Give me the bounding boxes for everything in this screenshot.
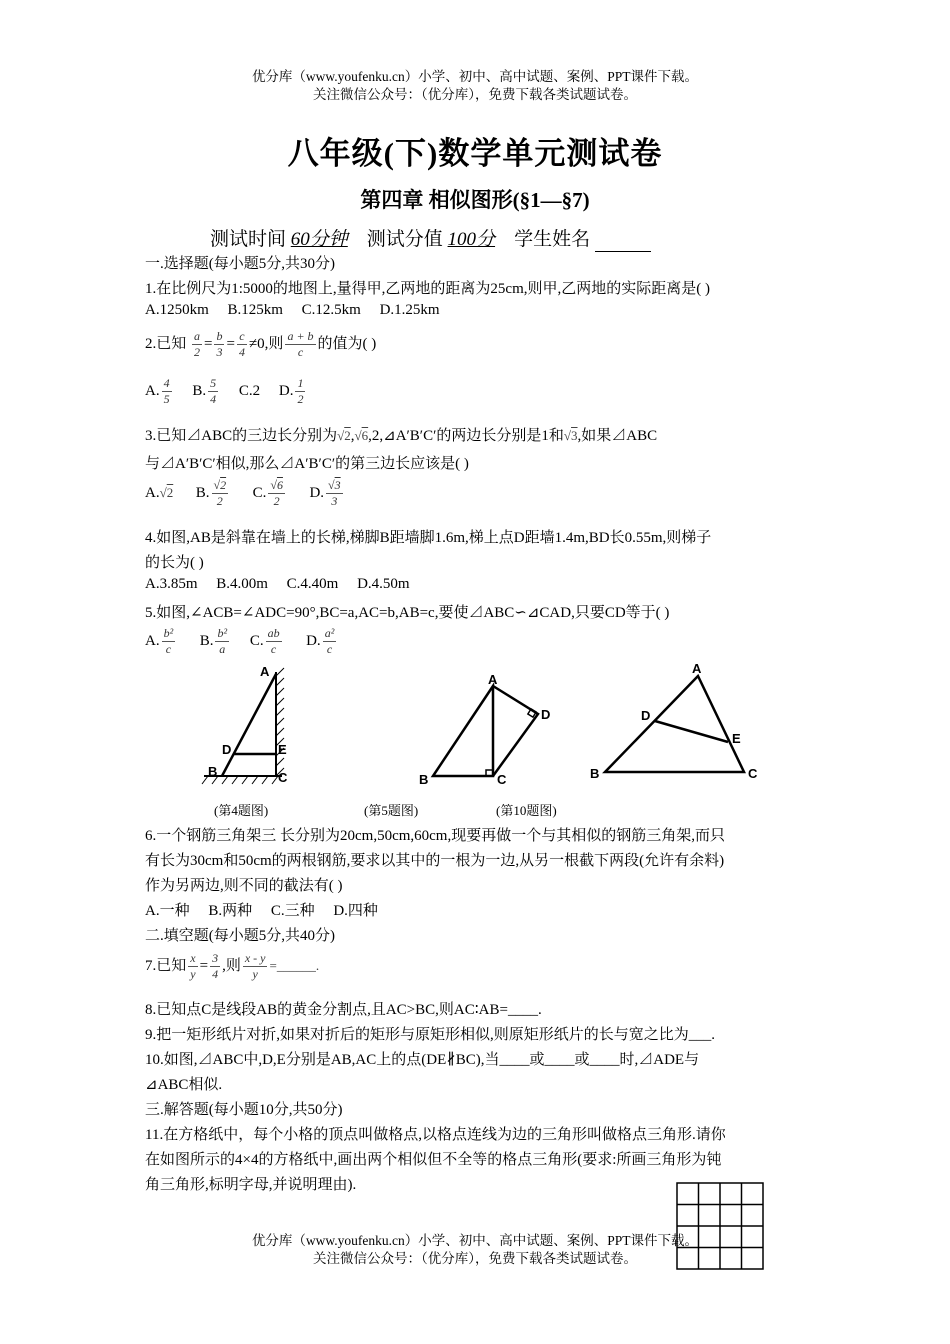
q3-line-2: 与⊿A′B′C′相似,那么⊿A′B′C′的第三边长应该是( ) [145, 456, 469, 472]
fig4-label-e: E [278, 742, 287, 757]
fig5-label-d: D [541, 707, 551, 722]
fig4-label-c: C [278, 770, 288, 785]
fig5-diagram [419, 672, 550, 787]
header-line-1: 优分库（www.youfenku.cn）小学、初中、高中试题、案例、PPT课件下载。 [251, 69, 699, 84]
q4-line-2: 的长为( ) [145, 555, 204, 571]
q4-options: A.3.85m B.4.00m C.4.40m D.4.50m [145, 576, 410, 592]
page-title: 八年级(下)数学单元测试卷 [287, 136, 663, 171]
q2-frac-b3: $\frac{b}{3}$ [216, 329, 223, 359]
q6-line-1: 6.一个钢筋三角架三 长分别为20cm,50cm,60cm,现要再做一个与其相似的钢筋三角架,而只 [145, 828, 725, 844]
fig10-caption: (第10题图) [496, 803, 557, 818]
figures [190, 660, 790, 790]
q2-options: A. $\frac{4}{5}$ B. $\frac{5}{4}$ C.2 D. $\frac{1}{2}$ [145, 376, 304, 406]
header-line-2: 关注微信公众号：（优分库），免费下载各类试题试卷。 [313, 87, 637, 102]
fig10-label-d: D [641, 708, 651, 723]
section-2-heading: 二.填空题(每小题5分,共40分) [145, 928, 335, 944]
fig4-label-b: B [208, 764, 218, 779]
q3-options: A.√2 B. $\frac{√2}{2}$ C. $\frac{√6}{2}$ D. $\frac{√3}{3}$ [145, 478, 341, 508]
fig5-caption: (第5题图) [364, 803, 419, 818]
section-3-heading: 三.解答题(每小题10分,共50分) [145, 1102, 343, 1118]
time-label: 测试时间 [210, 229, 287, 250]
q4-line-1: 4.如图,AB是斜靠在墙上的长梯,梯脚B距墙脚1.6m,梯上点D距墙1.4m,BD长0.55m,则梯子 [145, 530, 712, 546]
test-info [210, 224, 651, 252]
q9-text: 9.把一矩形纸片对折,如果对折后的矩形与原矩形相似,则原矩形纸片的长与宽之比为___. [145, 1027, 716, 1043]
q2-frac-ab-c: $\frac{a + b}{c}$ [287, 329, 314, 359]
q11-line-2: 在如图所示的4×4的方格纸中,画出两个相似但不全等的格点三角形(要求:所画三角形为钝 [145, 1152, 722, 1168]
fig10-label-a: A [692, 661, 702, 676]
fig4-label-a: A [260, 664, 270, 679]
q1-options: A.1250km B.125km C.12.5km D.1.25km [145, 302, 440, 318]
q2-prefix: 2.已知 [145, 335, 187, 352]
footer-line-2: 关注微信公众号：（优分库），免费下载各类试题试卷。 [313, 1251, 637, 1266]
q1-text: 1.在比例尺为1:5000的地图上,量得甲,乙两地的距离为25cm,则甲,乙两地的实际距离是( ) [145, 281, 710, 297]
fig10-diagram [590, 661, 758, 781]
section-1-heading: 一.选择题(每小题5分,共30分) [145, 256, 335, 272]
fig5-label-c: C [497, 772, 507, 787]
fig4-label-d: D [222, 742, 232, 757]
q3-line-1: 3.已知⊿ABC的三边长分别为√2,√6,2,⊿A′B′C′的两边长分别是1和√3,如果⊿ABC [145, 428, 658, 444]
q2-text: 2.已知 $\frac{a}{2}$ = $\frac{b}{3}$ = $\frac{c}{4}$ ≠0,则 $\frac{a + b}{c}$ 的值为( ) [145, 329, 377, 359]
q10-line-1: 10.如图,⊿ABC中,D,E分别是AB,AC上的点(DE∦BC),当____或____或____时,⊿ADE与 [145, 1052, 700, 1068]
q2-ne: ≠0,则 [248, 335, 284, 352]
fig5-label-a: A [488, 672, 498, 687]
footer-line-1: 优分库（www.youfenku.cn）小学、初中、高中试题、案例、PPT课件下载。 [251, 1233, 699, 1248]
q2-suffix: 的值为( ) [317, 335, 377, 352]
q11-line-1: 11.在方格纸中，每个小格的顶点叫做格点,以格点连线为边的三角形叫做格点三角形.请你 [145, 1127, 726, 1143]
q6-line-3: 作为另两边,则不同的截法有( ) [145, 878, 343, 894]
page-subtitle: 第四章 相似图形(§1—§7) [360, 188, 590, 212]
fig5-label-b: B [419, 772, 429, 787]
name-label: 学生姓名 [514, 229, 591, 250]
fig10-label-b: B [590, 766, 600, 781]
q8-text: 8.已知点C是线段AB的黄金分割点,且AC>BC,则AC∶AB=____. [145, 1002, 542, 1018]
q5-options: A. $\frac{\text{b²}}{c}$ B. $\frac{\text{b²}}{a}$ C. $\frac{ab}{c}$ D. $\frac{\text{a²}}{c}$ [145, 626, 335, 656]
fig4-diagram [202, 664, 288, 785]
score-label: 测试分值 [366, 229, 443, 250]
name-blank[interactable] [595, 229, 651, 252]
q6-line-2: 有长为30cm和50cm的两根钢筋,要求以其中的一根为一边,从另一根截下两段(允许有余料) [145, 853, 725, 869]
q10-line-2: ⊿ABC相似. [145, 1077, 223, 1093]
q11-line-3: 角三角形,标明字母,并说明理由). [145, 1177, 357, 1193]
fig10-label-c: C [748, 766, 758, 781]
q6-options: A.一种 B.两种 C.三种 D.四种 [145, 903, 378, 919]
q7-blank[interactable]: =______. [269, 957, 320, 973]
q2-frac-a2: $\frac{a}{2}$ [194, 329, 201, 359]
fig10-label-e: E [732, 731, 741, 746]
q2-frac-c4: $\frac{c}{4}$ [238, 329, 245, 359]
q5-text: 5.如图,∠ACB=∠ADC=90°,BC=a,AC=b,AB=c,要使⊿ABC∽⊿CAD,只要CD等于( ) [145, 605, 670, 621]
q7-text: 7.已知 $\frac{x}{y}$ = $\frac{3}{4}$ ,则 $\frac{x - y}{y}$ =______. [145, 951, 320, 981]
fig4-caption: (第4题图) [214, 803, 269, 818]
time-value: 60分钟 [290, 229, 348, 250]
score-value: 100分 [447, 229, 496, 250]
